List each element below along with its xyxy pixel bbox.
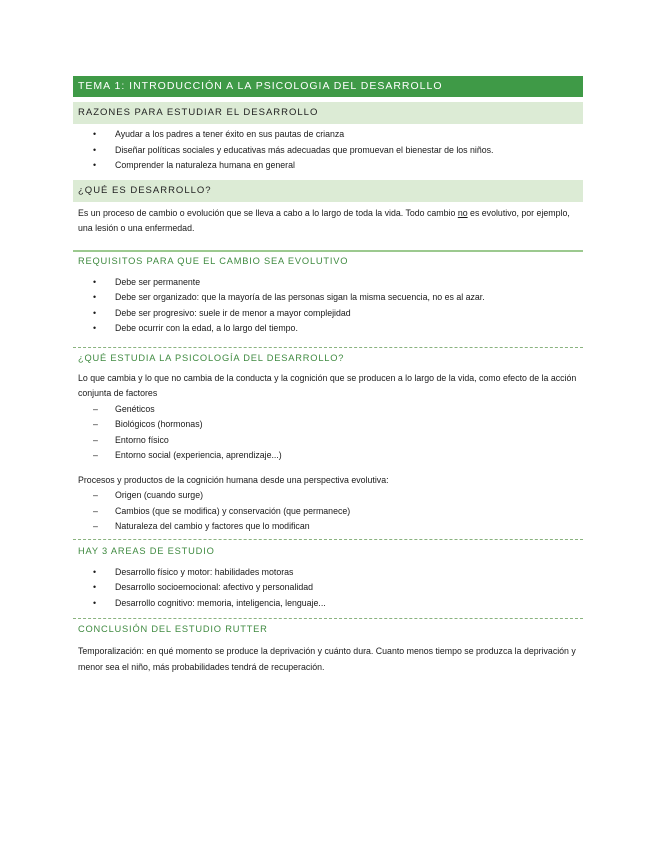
list-item: • Debe ocurrir con la edad, a lo largo del tiempo. (73, 321, 583, 337)
list-item: • Desarrollo físico y motor: habilidades motoras (73, 565, 583, 581)
list-item: – Naturaleza del cambio y factores que lo modifican (73, 519, 583, 535)
heading-conclusion: CONCLUSIÓN DEL ESTUDIO RUTTER (78, 624, 268, 634)
dash-marker: – (93, 505, 98, 516)
list-item: • Debe ser organizado: que la mayoría de las personas sigan la misma secuencia, no es al azar. (73, 290, 583, 306)
list-item: – Cambios (que se modifica) y conservación (que permanece) (73, 504, 583, 520)
heading-que-es: ¿QUÉ ES DESARROLLO? (73, 180, 583, 202)
paragraph-estudia-intro: Lo que cambia y lo que no cambia de la conducta y la cognición que se producen a lo largo de la vida, como efecto de la acción conjunta de factores (78, 372, 577, 398)
dash-marker: – (93, 521, 98, 531)
dash-marker: – (93, 419, 98, 429)
document-page (73, 76, 583, 675)
list-item: – Entorno físico (73, 433, 583, 449)
bullet-marker: • (93, 160, 97, 170)
bullet-marker: • (93, 144, 97, 155)
paragraph-conclusion: Temporalización: en qué momento se produce la deprivación y cuánto dura. Cuanto menos tiempo se produzca la deprivación y menor sea el niño, más probabilidades tendrá de recuperación. (78, 646, 576, 672)
list-item: – Origen (cuando surge) (73, 488, 583, 504)
list-item: • Desarrollo cognitivo: memoria, inteligencia, lenguaje... (73, 596, 583, 612)
list-areas (73, 565, 583, 612)
bullet-marker: • (93, 597, 97, 608)
list-item: • Diseñar políticas sociales y educativas más adecuadas que promuevan el bienestar de los niños. (73, 143, 583, 159)
list-item: – Biológicos (hormonas) (73, 417, 583, 433)
section-divider (73, 347, 583, 348)
bullet-marker: • (93, 129, 97, 139)
bullet-marker: • (93, 292, 97, 302)
heading-estudia: ¿QUÉ ESTUDIA LA PSICOLOGÍA DEL DESARROLLO? (78, 352, 345, 363)
bullet-marker: • (93, 566, 97, 577)
paragraph-que-es: Es un proceso de cambio o evolución que se lleva a cabo a lo largo de toda la vida. Todo cambio no es evolutivo, por ejemplo, una lesión o una enfermedad. (78, 207, 570, 233)
section-divider (73, 539, 583, 540)
bullet-marker: • (93, 582, 97, 592)
list-razones (73, 127, 583, 174)
list-item: – Genéticos (73, 402, 583, 418)
list-item: • Desarrollo socioemocional: afectivo y personalidad (73, 580, 583, 596)
list-item: • Ayudar a los padres a tener éxito en sus pautas de crianza (73, 127, 583, 143)
heading-requisitos: REQUISITOS PARA QUE EL CAMBIO SEA EVOLUTIVO (78, 255, 349, 266)
list-item: • Comprender la naturaleza humana en general (73, 158, 583, 174)
document-title: TEMA 1: INTRODUCCIÓN A LA PSICOLOGIA DEL DESARROLLO (73, 76, 583, 97)
dash-marker: – (93, 490, 98, 500)
list-factores (73, 402, 583, 464)
dash-marker: – (93, 450, 98, 460)
list-procesos (73, 488, 583, 535)
list-item: • Debe ser permanente (73, 275, 583, 291)
list-item: – Entorno social (experiencia, aprendizaje...) (73, 448, 583, 464)
heading-razones: RAZONES PARA ESTUDIAR EL DESARROLLO (73, 102, 583, 124)
bullet-marker: • (93, 276, 97, 287)
bullet-marker: • (93, 323, 97, 333)
list-item: • Debe ser progresivo: suele ir de menor a mayor complejidad (73, 306, 583, 322)
dash-marker: – (93, 403, 98, 414)
dash-marker: – (93, 434, 98, 445)
section-divider (73, 618, 583, 619)
paragraph-estudia-procesos: Procesos y productos de la cognición humana desde una perspectiva evolutiva: (78, 474, 389, 485)
list-requisitos (73, 275, 583, 337)
bullet-marker: • (93, 307, 97, 318)
underlined-word: no (457, 207, 468, 218)
heading-areas: HAY 3 AREAS DE ESTUDIO (78, 545, 215, 556)
section-divider (73, 250, 583, 252)
